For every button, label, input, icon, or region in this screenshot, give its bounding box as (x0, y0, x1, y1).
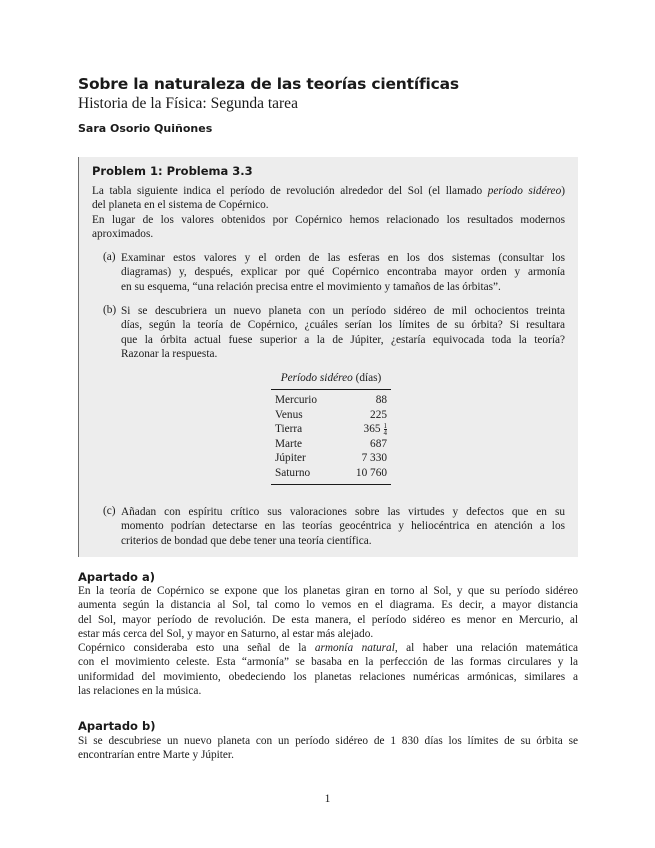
apartado-a-line-1: En la teoría de Copérnico se expone que los planetas giran en torno al Sol, y que su período sidéreo (78, 585, 578, 597)
intro-italic-term: período sidéreo (487, 185, 562, 197)
table-bottom-rule (271, 484, 391, 485)
problem-intro (92, 184, 565, 241)
table-row (271, 409, 391, 424)
table-row (271, 452, 391, 467)
armonia-natural-term: armonía natural (314, 642, 395, 655)
table-row (271, 438, 391, 453)
apartado-b-text (78, 734, 578, 763)
document-title: Sobre la naturaleza de las teorías científicas (78, 75, 459, 93)
apartado-a-line-6: con el movimiento celeste. Esta “armonía” se basaba en la perfección de las formas circulares y la (78, 656, 578, 669)
planet-name: Saturno (275, 466, 311, 479)
document-subtitle: Historia de la Física: Segunda tarea (78, 95, 298, 112)
table-top-rule (271, 389, 391, 390)
planet-name: Marte (275, 437, 302, 450)
item-b-text (121, 304, 565, 361)
item-a-line-2: diagramas) y, después, explicar por qué Copérnico encontraba mayor orden y armonía (121, 266, 565, 279)
table-row (271, 423, 391, 438)
planet-name: Mercurio (275, 394, 318, 406)
apartado-b-line-2: encontrarían entre Marte y Júpiter. (78, 749, 234, 762)
table-row (271, 467, 391, 482)
item-b-line-1: Si se descubriera un nuevo planeta con un período sidéreo de mil ochocientos treinta (121, 305, 565, 317)
problem-box (78, 157, 578, 557)
intro-line-4: aproximados. (92, 227, 154, 240)
period-value: 687 (370, 437, 387, 450)
period-value: 225 (370, 408, 387, 421)
apartado-a-line-3: del Sol, mayor período de revolución. De esta manera, el período sidéreo es menor en Mercurio, al (78, 613, 578, 626)
period-value: 10 760 (355, 466, 387, 479)
item-c-line-1: Añadan con espíritu crítico sus valoraciones sobre las virtudes y defectos que en su (121, 506, 565, 518)
item-a-text (121, 251, 565, 294)
table-header: Período sidéreo (días) (280, 372, 382, 384)
apartado-a-line-4: estar más cerca del Sol, y mayor en Saturno, al estar más alejado. (78, 627, 374, 640)
item-a-line-1: Examinar estos valores y el orden de las esferas en los dos sistemas (consultar los (121, 252, 565, 264)
page-number: 1 (324, 793, 331, 805)
period-value: 88 (375, 394, 387, 406)
item-a-line-3: en su esquema, “una relación precisa entre el movimiento y tamaños de las órbitas”. (121, 280, 501, 293)
intro-line-2: del planeta en el sistema de Copérnico. (92, 199, 269, 212)
apartado-a-text (78, 584, 578, 698)
planet-name: Tierra (275, 423, 303, 435)
item-c-line-2: momento podrían detectarse en las teorías geocéntrica y heliocéntrica en atención a los (121, 520, 565, 533)
problem-heading: Problem 1: Problema 3.3 (92, 164, 253, 178)
apartado-a-line-2: aumenta según la distancia al Sol, tal como lo vemos en el diagrama. Es decir, a mayor distancia (78, 599, 578, 612)
item-c-text (121, 505, 565, 548)
item-b-label: (b) (103, 304, 117, 316)
table-row (271, 394, 391, 409)
intro-line-1: La tabla siguiente indica el período de revolución alrededor del Sol (el llamado período sidéreo) (92, 185, 565, 197)
period-value: 7 330 (361, 452, 387, 464)
apartado-a-line-5: Copérnico consideraba esto una señal de la armonía natural, al haber una relación matemática (78, 642, 578, 655)
item-b-line-4: Razonar la respuesta. (121, 347, 218, 360)
period-value: 365 $\frac{1}{4}$ (363, 422, 387, 437)
document-author: Sara Osorio Quiñones (78, 122, 213, 135)
item-a-label: (a) (103, 251, 116, 263)
fraction-quarter: $\frac{1}{4}$ (383, 422, 387, 437)
planet-name: Venus (275, 408, 303, 421)
apartado-a-heading: Apartado a) (78, 570, 155, 584)
apartado-b-heading: Apartado b) (78, 719, 156, 733)
item-b-line-2: días, según la teoría de Copérnico, ¿cuáles serían los límites de su órbita? Si resultara (121, 319, 565, 332)
item-b-line-3: que la órbita actual fuese superior a la de Júpiter, ¿estaría equivocada toda la teoría? (121, 333, 565, 346)
intro-line-3: En lugar de los valores obtenidos por Copérnico hemos relacionado los resultados modernos (92, 213, 565, 226)
planet-name: Júpiter (275, 452, 306, 464)
apartado-a-line-8: las relaciones en la música. (78, 685, 202, 698)
apartado-b-line-1: Si se descubriese un nuevo planeta con un período sidéreo de 1 830 días los límites de su órbita se (78, 735, 578, 747)
item-c-line-3: criterios de bondad que debe tener una teoría científica. (121, 534, 372, 547)
apartado-a-line-7: uniformidad del movimiento, obedeciendo los planetas relaciones numéricas armónicas, similares a (78, 670, 578, 683)
item-c-label: (c) (103, 505, 116, 517)
